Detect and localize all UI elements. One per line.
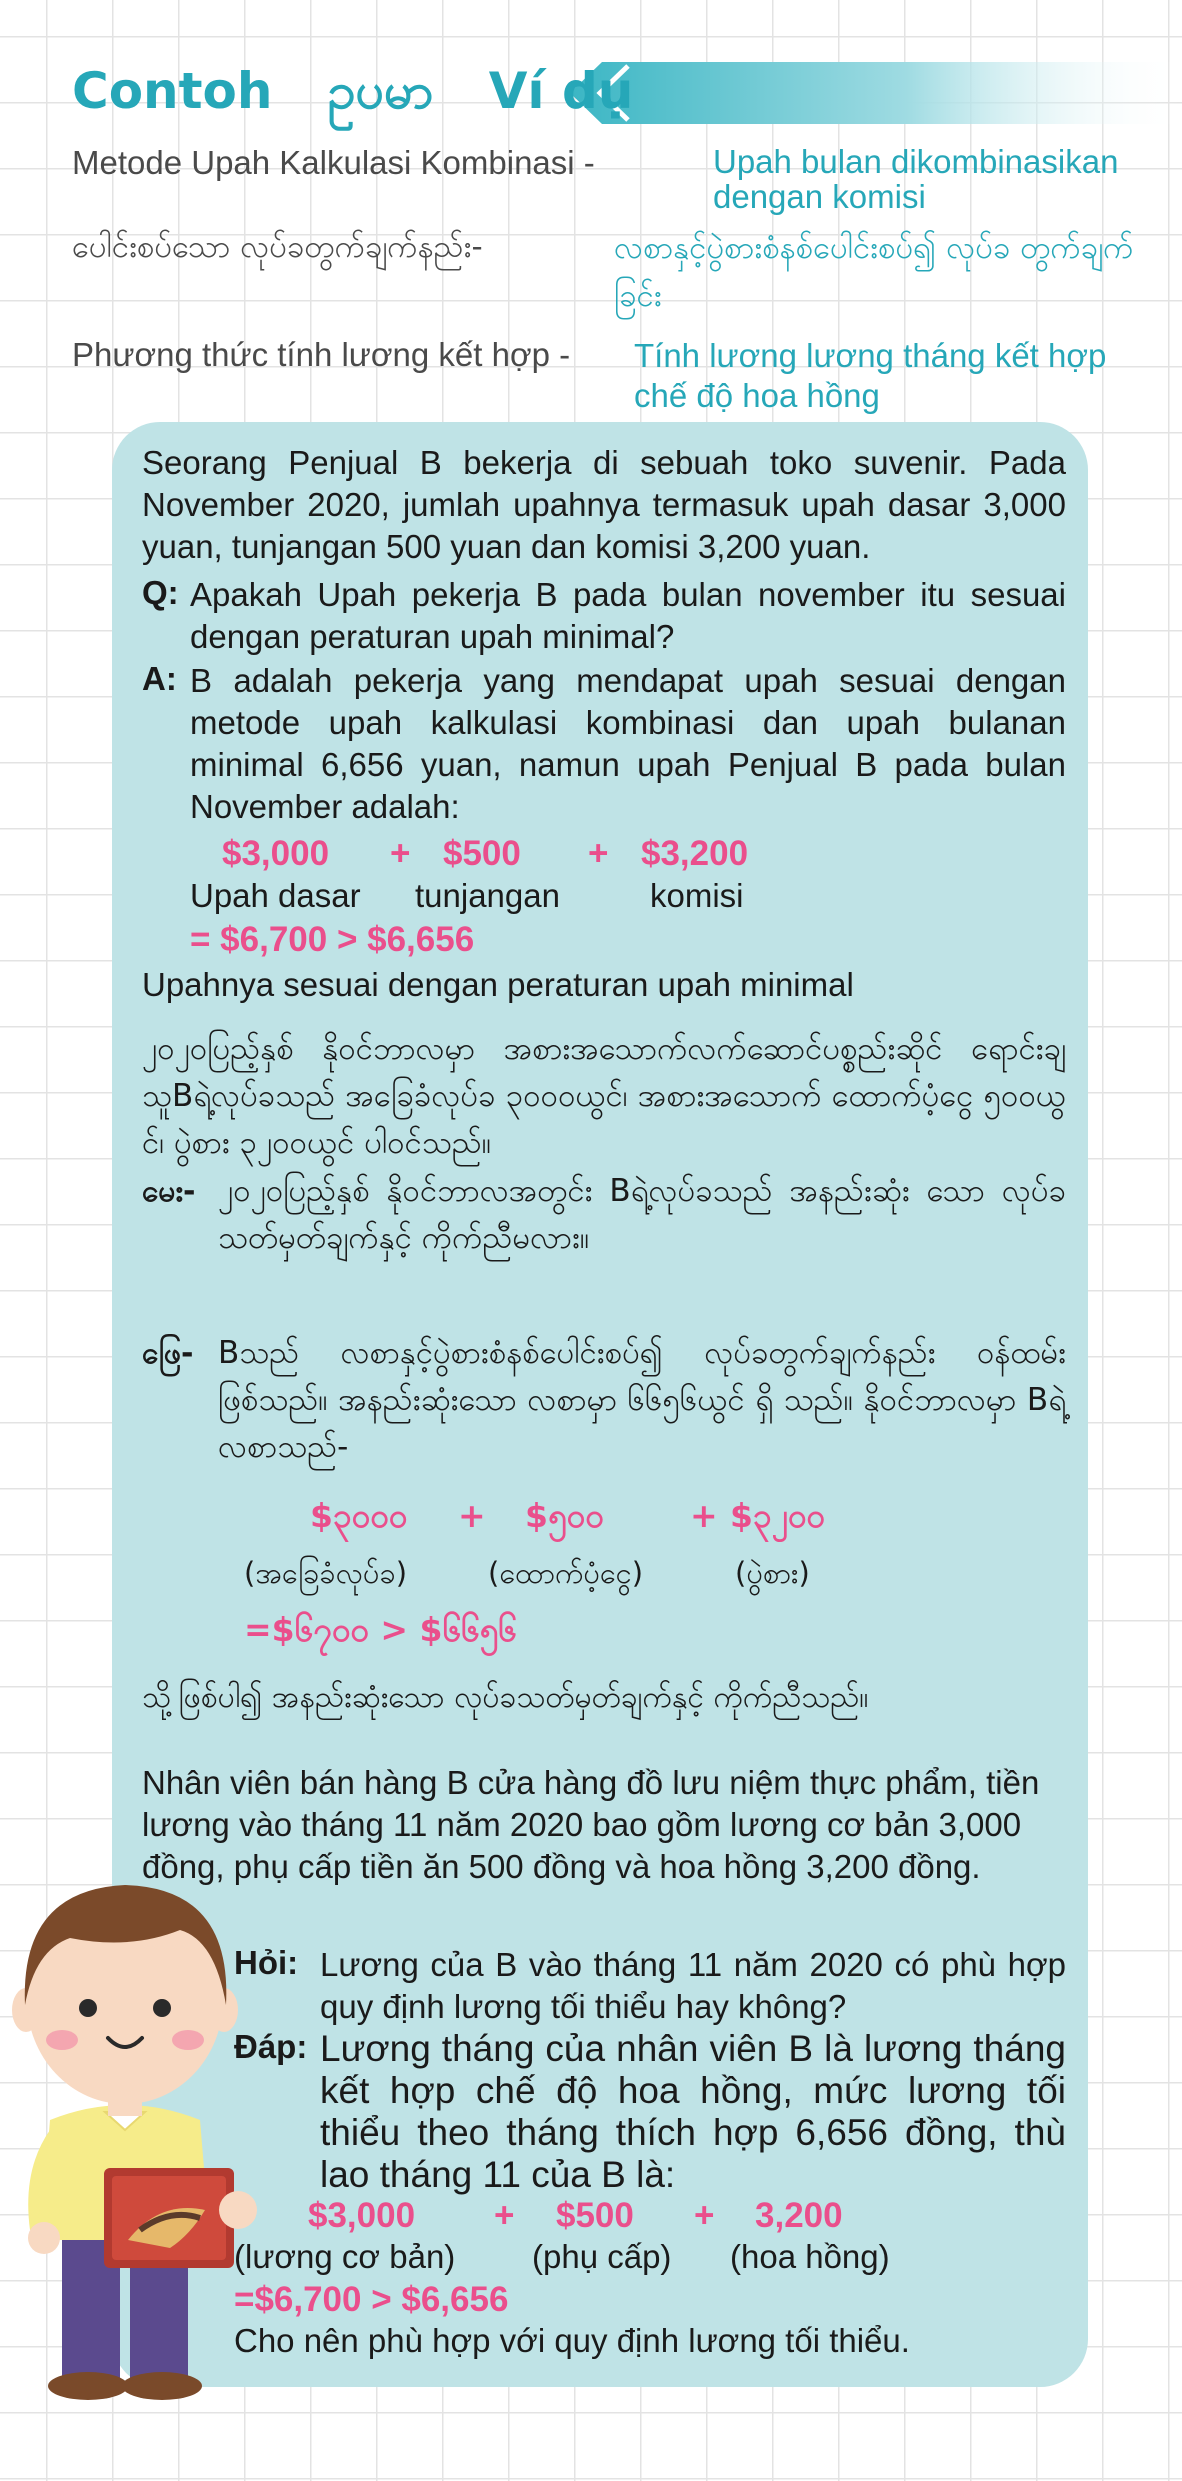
intro-vietnamese: Nhân viên bán hàng B cửa hàng đồ lưu niệm thực phẩm, tiền lương vào tháng 11 năm 2020 bao gồm lương cơ bản 3,000 đồng, phụ cấp tiền ăn 500 đồng và hoa hồng 3,200 đồng. [142,1764,1040,1885]
title-indonesian: Contoh [72,62,273,120]
amount-base-vietnamese: $3,000 [308,2196,416,2235]
amount-base-indonesian: $3,000 [222,834,330,873]
label-allowance-vietnamese: (phụ cấp) [532,2238,672,2275]
page-title [72,60,671,133]
amount-allowance-vietnamese: $500 [556,2196,634,2235]
title-vietnamese: Ví dụ [488,62,634,120]
plus-sign: + [390,834,411,873]
plus-sign: + [694,2196,715,2235]
amount-commission-burmese: $၃၂၀၀ [730,1496,825,1535]
question-label-vietnamese: Hỏi: [234,1944,299,1981]
answer-label-indonesian: A: [142,660,177,697]
result-vietnamese: =$6,700 > $6,656 [234,2280,509,2319]
amount-allowance-indonesian: $500 [443,834,521,873]
method-label-vietnamese: Phương thức tính lương kết hợp - [72,336,571,373]
answer-label-vietnamese: Đáp: [234,2028,308,2065]
amount-allowance-burmese: $၅၀၀ [525,1496,604,1535]
label-allowance-burmese: (ထောက်ပံ့ငွေ) [488,1556,644,1590]
question-burmese: ၂၀၂၀ပြည့်နှစ် နိုဝင်ဘာလအတွင်း Bရဲ့လုပ်ခသည် အနည်းဆုံး သော လုပ်ခသတ်မှတ်ချက်နှင့် ကိုက်ညီမလား။ [218,1173,1067,1256]
amount-commission-indonesian: $3,200 [641,834,749,873]
plus-sign: + [690,1496,718,1535]
label-commission-indonesian: komisi [650,877,744,914]
conclusion-vietnamese: Cho nên phù hợp với quy định lương tối thiểu. [234,2322,910,2359]
label-base-burmese: (အခြေခံလုပ်ခ) [244,1556,408,1590]
method-value-burmese: လစာနှင့်ပွဲစားစံနစ်ပေါင်းစပ်၍ လုပ်ခ တွက်ချက်ခြင်း [614,230,1134,314]
question-label-burmese: မေး- [142,1174,196,1209]
plus-sign: + [588,834,609,873]
answer-burmese: Bသည် လစာနှင့်ပွဲစားစံနစ်ပေါင်းစပ်၍ လုပ်ခတွက်ချက်နည်း ဝန်ထမ်းဖြစ်သည်။ အနည်းဆုံးသော လစာမှာ ၆၆၅၆ယွင် ရှိ သည်။ နိုဝင်ဘာလမှာ Bရဲ့လစာသည်- [218,1335,1066,1465]
answer-vietnamese: Lương tháng của nhân viên B là lương tháng kết hợp chế độ hoa hồng, mức lương tối thiểu theo tháng thích hợp 6,656 đồng, thù lao tháng 11 của B là: [320,2028,1066,2195]
question-indonesian: Apakah Upah pekerja B pada bulan november itu sesuai dengan peraturan upah minimal? [190,576,1066,655]
method-label-indonesian: Metode Upah Kalkulasi Kombinasi - [72,144,595,181]
title-burmese: ဥပမာ [327,62,434,120]
label-commission-burmese: (ပွဲစား) [735,1556,810,1590]
answer-label-burmese: ဖြေ- [142,1336,194,1371]
intro-burmese: ၂၀၂၀ပြည့်နှစ် နိုဝင်ဘာလမှာ အစားအသောက်လက်ဆောင်ပစ္စည်းဆိုင် ရောင်းချသူBရဲ့လုပ်ခသည် အခြေခံလုပ်ခ ၃၀၀၀ယွင်၊ အစားအသောက် ထောက်ပံ့ငွေ ၅၀၀ယွင်၊ ပွဲစား ၃၂၀၀ယွင် ပါဝင်သည်။ [142,1031,1066,1161]
label-base-indonesian: Upah dasar [190,877,361,914]
label-allowance-indonesian: tunjangan [415,877,560,914]
method-value-indonesian: Upah bulan dikombinasikan dengan komisi [713,143,1119,215]
intro-indonesian: Seorang Penjual B bekerja di sebuah toko suvenir. Pada November 2020, jumlah upahnya termasuk upah dasar 3,000 yuan, tunjangan 500 yuan dan komisi 3,200 yuan. [142,444,1066,565]
question-label-indonesian: Q: [142,574,179,611]
answer-indonesian: B adalah pekerja yang mendapat upah sesuai dengan metode upah kalkulasi kombinasi dan upah bulanan minimal 6,656 yuan, namun upah Penjual B pada bulan November adalah: [190,662,1066,825]
result-burmese: =$၆၇၀၀ > $၆၆၅၆ [244,1610,517,1649]
result-indonesian: = $6,700 > $6,656 [190,920,475,959]
label-base-vietnamese: (lương cơ bản) [234,2238,456,2275]
plus-sign: + [458,1496,486,1535]
conclusion-indonesian: Upahnya sesuai dengan peraturan upah minimal [142,966,854,1003]
amount-commission-vietnamese: 3,200 [755,2196,843,2235]
method-label-burmese: ပေါင်းစပ်သော လုပ်ခတွက်ချက်နည်း- [72,229,483,265]
method-value-vietnamese: Tính lương lương tháng kết hợp chế độ hoa hồng [634,337,1107,414]
conclusion-burmese: သို့ဖြစ်ပါ၍ အနည်းဆုံးသော လုပ်ခသတ်မှတ်ချက်နှင့် ကိုက်ညီသည်။ [142,1680,869,1715]
question-vietnamese: Lương của B vào tháng 11 năm 2020 có phù hợp quy định lương tối thiểu hay không? [320,1946,1066,2025]
amount-base-burmese: $၃၀၀၀ [310,1496,408,1535]
boy-illustration [0,1830,270,2400]
label-commission-vietnamese: (hoa hồng) [730,2238,890,2275]
plus-sign: + [494,2196,515,2235]
